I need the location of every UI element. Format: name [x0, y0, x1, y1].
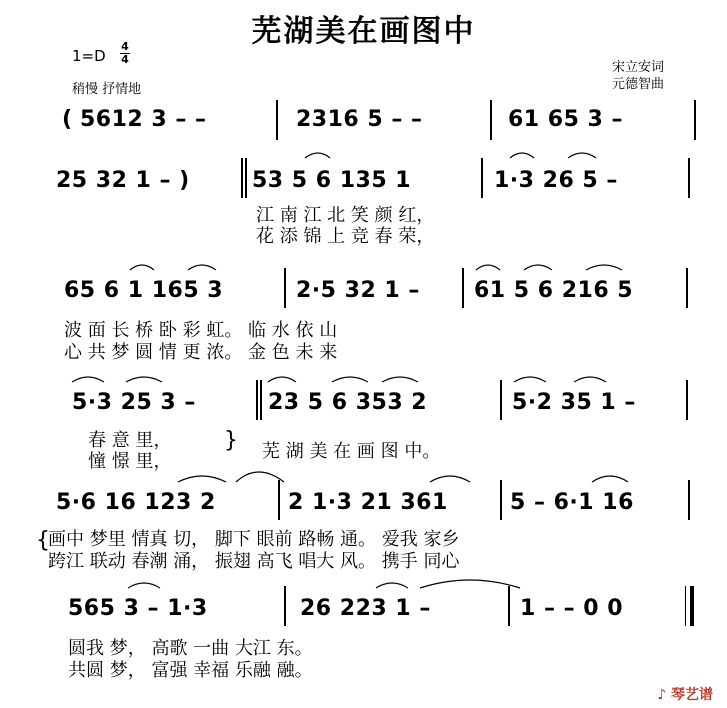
slur-arc: [376, 583, 408, 588]
watermark-logo: [657, 684, 713, 704]
slur-arc: [420, 580, 520, 588]
slur-arc: [236, 472, 284, 482]
slur-arc: [430, 476, 470, 482]
lyricist-credit: 宋立安词: [612, 60, 665, 75]
slur-arc: [188, 265, 216, 270]
slur-arc: [382, 377, 418, 382]
row5-measure2: 2 1·3 21 361: [288, 490, 448, 515]
row5-measure3: 5 – 6·1 16: [510, 490, 634, 515]
row5-measure1: 5·6 16 123 2: [56, 490, 216, 515]
slur-arc: [592, 476, 628, 482]
row6-measure2: 26 223 1 –: [300, 596, 431, 621]
row6-measure1: 565 3 – 1·3: [68, 596, 208, 621]
lyrics-brace-left: {: [36, 528, 50, 553]
row5-lyrics-verse2: 跨江 联动 春潮 涌， 振翅 高飞 唱大 风。 携手 同心: [48, 551, 460, 572]
tempo-marking: 稍慢 抒情地: [72, 82, 142, 97]
row3-lyrics-verse2: 心 共 梦 圆 情 更 浓。 金 色 未 来: [64, 342, 338, 363]
slur-arc: [130, 265, 154, 270]
slur-arc: [305, 153, 330, 158]
song-title: 芜湖美在画图中: [251, 14, 476, 49]
row1-measure1: 5612 3 – –: [80, 107, 207, 132]
time-signature-top: 4: [121, 40, 129, 53]
slur-arc: [128, 583, 160, 588]
row3-lyrics-verse1: 波 面 长 桥 卧 彩 虹。 临 水 依 山: [64, 320, 338, 341]
slur-arc: [524, 265, 552, 270]
slur-arc: [126, 377, 162, 382]
slur-arc: [332, 377, 368, 382]
row6-lyrics-verse1: 圆我 梦， 高歌 一曲 大江 东。: [68, 638, 313, 659]
slur-arc: [586, 265, 622, 270]
lyrics-brace-right: }: [224, 428, 238, 453]
row4-lyrics-verse1: 春 意 里，: [88, 430, 172, 451]
row1-measure2: 2316 5 – –: [296, 107, 423, 132]
row4-lyrics-verse2: 憧 憬 里，: [88, 451, 172, 472]
row2-measure1: 25 32 1 – ): [56, 168, 190, 193]
row6-measure3: 1 – – 0 0: [520, 596, 624, 621]
row4-measure2: 23 5 6 353 2: [268, 390, 428, 415]
slur-arc: [568, 153, 596, 158]
opening-paren: (: [62, 107, 73, 132]
row4-measure1: 5·3 25 3 –: [72, 390, 196, 415]
slur-arc: [514, 377, 546, 382]
slur-arc: [476, 265, 500, 270]
row1-measure3: 61 65 3 –: [508, 107, 624, 132]
composer-credit: 元德智曲: [612, 77, 665, 92]
slur-arc: [268, 377, 296, 382]
row2-measure3: 1·3 26 5 –: [494, 168, 618, 193]
row5-lyrics-verse1: 画中 梦里 情真 切， 脚下 眼前 路畅 通。 爱我 家乡: [48, 529, 460, 550]
refrain-lyrics: 芜 湖 美 在 画 图 中。: [262, 441, 441, 462]
row3-measure3: 61 5 6 216 5: [474, 278, 634, 303]
time-signature-bottom: 4: [121, 53, 129, 66]
watermark-icon: ♪: [657, 687, 667, 703]
watermark-text: 琴艺谱: [671, 687, 713, 703]
slur-arc: [72, 377, 104, 382]
row6-lyrics-verse2: 共圆 梦， 富强 幸福 乐融 融。: [68, 660, 313, 681]
row4-measure3: 5·2 35 1 –: [512, 390, 636, 415]
slur-arc: [574, 377, 606, 382]
row2-lyrics-verse2: 花 添 锦 上 竞 春 荣，: [256, 226, 435, 247]
key-signature: 1=D: [72, 47, 106, 65]
row2-measure2: 53 5 6 135 1: [252, 168, 412, 193]
row3-measure1: 65 6 1 165 3: [64, 278, 224, 303]
slur-arc: [178, 476, 226, 482]
slur-arc: [510, 153, 534, 158]
row2-lyrics-verse1: 江 南 江 北 笑 颜 红，: [256, 205, 435, 226]
row3-measure2: 2·5 32 1 –: [296, 278, 420, 303]
